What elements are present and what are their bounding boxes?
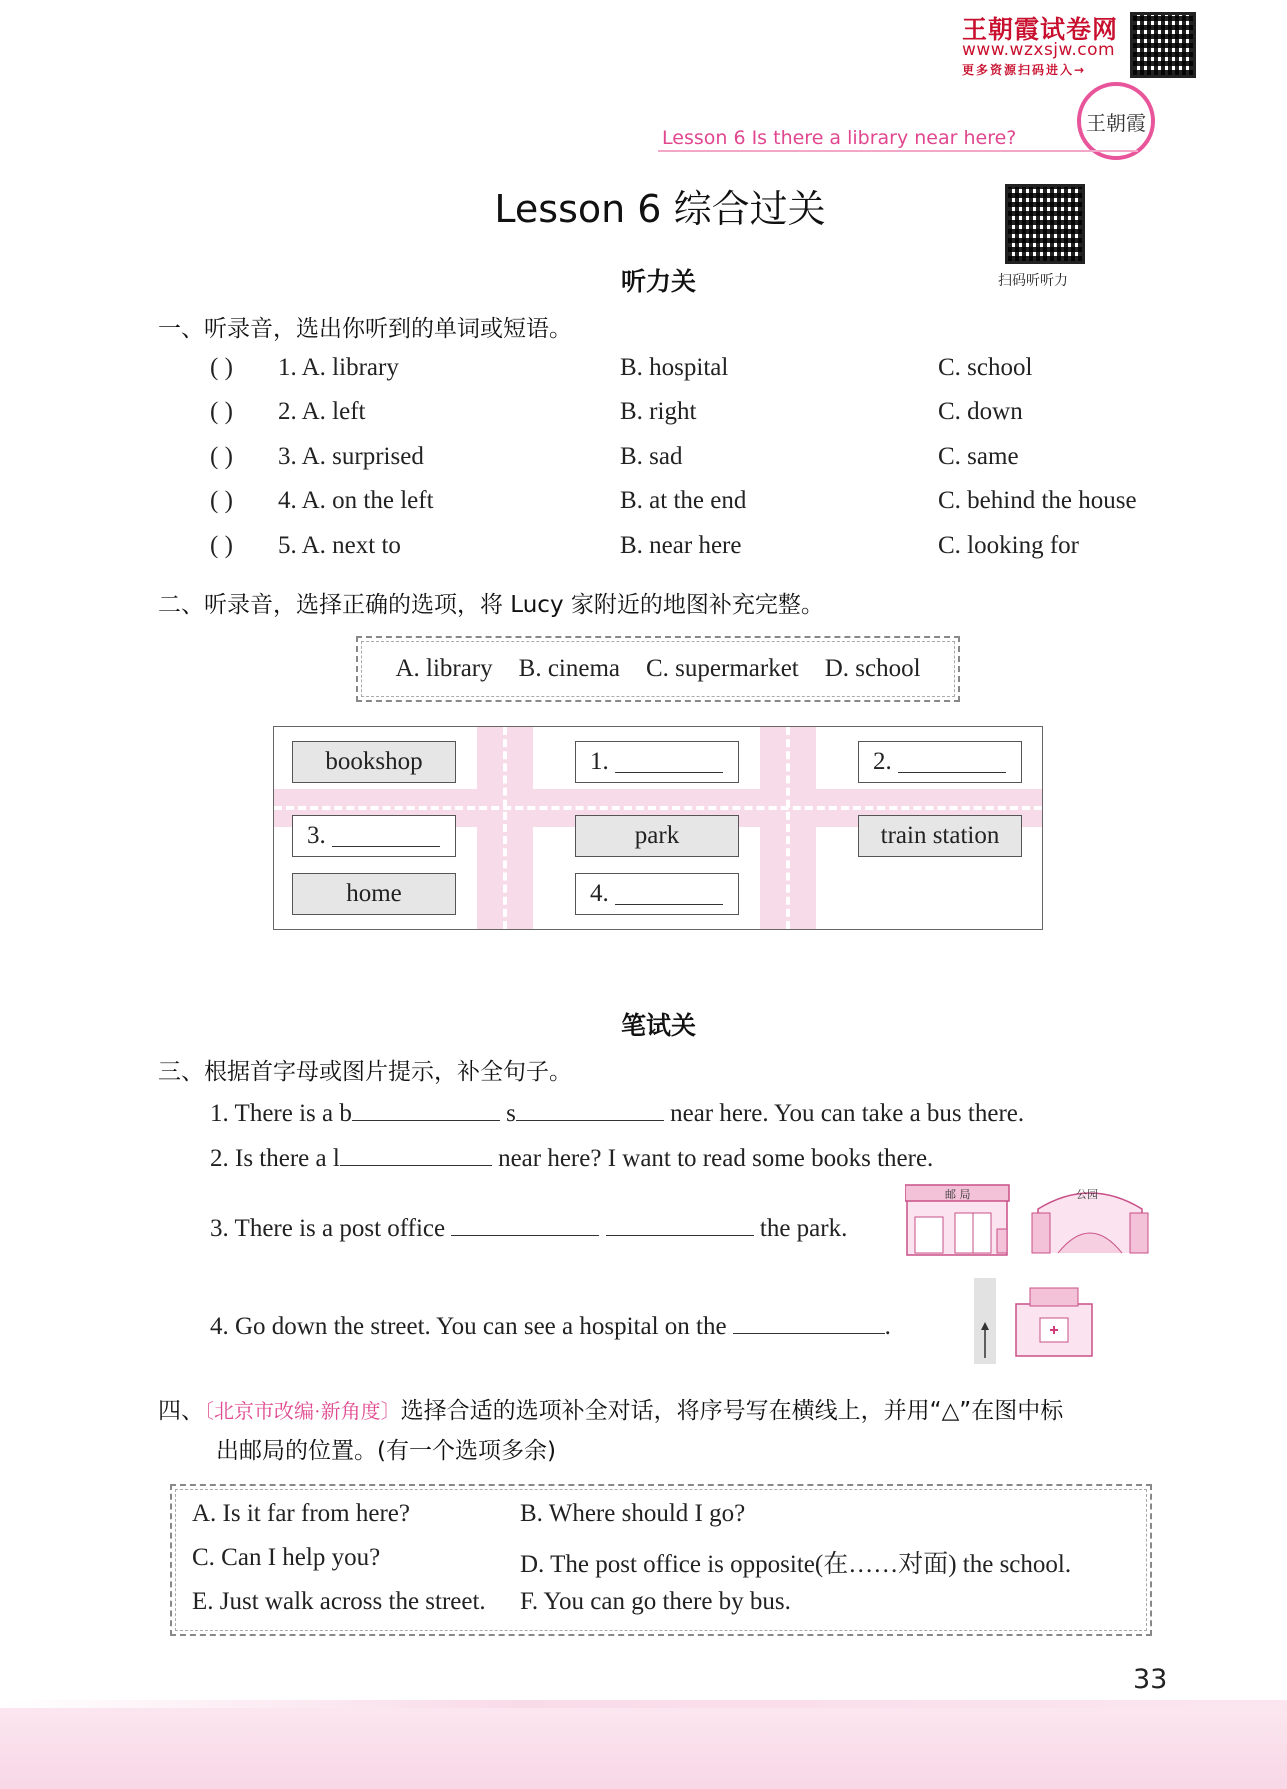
option-b: B. right [620, 398, 697, 425]
option-b: B. at the end [620, 487, 747, 514]
part2-heading: 二、听录音，选择正确的选项，将 Lucy 家附近的地图补充完整。 [158, 592, 824, 618]
sentence-text: 2. Is there a l [210, 1145, 340, 1172]
road-lane-marking [274, 806, 1042, 810]
road-lane-marking [786, 727, 790, 929]
post-office-sign: 邮 局 [945, 1188, 971, 1201]
building-label: home [346, 880, 402, 907]
sentence-text: 4. Go down the street. You can see a hospital on the [210, 1313, 727, 1340]
brand-subtitle: 更多资源扫码进入→ [962, 63, 1087, 77]
brand-url: www.wzxsjw.com [962, 40, 1116, 60]
building-blank-2[interactable] [858, 741, 1022, 783]
option-a: 4. A. on the left [278, 487, 434, 514]
sentence-3 [210, 1211, 847, 1243]
part4-options-box [170, 1484, 1152, 1636]
part1-heading: 一、听录音，选出你听到的单词或短语。 [158, 316, 572, 342]
option-c: C. down [938, 398, 1023, 425]
answer-paren[interactable]: ( ) [210, 398, 233, 425]
building-park [575, 815, 739, 857]
option-b: B. sad [620, 443, 683, 470]
part4-source-tag: 〔北京市改编·新角度〕 [204, 1401, 401, 1423]
sentence-text: 1. There is a b [210, 1100, 352, 1127]
brand-name: 王朝霞试卷网 [962, 15, 1119, 44]
page-title: Lesson 6 综合过关 [494, 187, 826, 231]
answer-line[interactable] [606, 1211, 754, 1236]
listening-heading: 听力关 [620, 267, 696, 296]
option-school: D. school [824, 655, 921, 682]
blank-number: 3. [307, 822, 326, 849]
part4-heading [158, 1392, 1168, 1425]
answer-line[interactable] [332, 826, 440, 847]
option-c: C. Can I help you? [192, 1544, 381, 1571]
option-b: B. Where should I go? [520, 1500, 746, 1527]
option-c: C. school [938, 354, 1033, 381]
part4-heading-line2: 出邮局的位置。(有一个选项多余) [216, 1438, 556, 1464]
qr-code-icon [1130, 12, 1196, 78]
building-blank-1[interactable] [575, 741, 739, 783]
road-lane-marking [503, 727, 507, 929]
option-a: A. Is it far from here? [192, 1500, 410, 1527]
part4-prefix: 四、 [158, 1398, 204, 1424]
option-b: B. near here [620, 532, 742, 559]
sentence-text: . [884, 1313, 891, 1340]
sentence-text: 3. There is a post office [210, 1215, 446, 1242]
answer-line[interactable] [451, 1211, 599, 1236]
option-cinema: B. cinema [518, 655, 620, 682]
option-a: 2. A. left [278, 398, 366, 425]
answer-line[interactable] [516, 1096, 664, 1121]
brand-logo [1077, 82, 1155, 160]
sentence-text: near here. You can take a bus there. [670, 1100, 1025, 1127]
listening-qr-icon [1005, 184, 1085, 264]
answer-line[interactable] [340, 1141, 492, 1166]
option-c: C. same [938, 443, 1019, 470]
part4-instruction: 选择合适的选项补全对话，将序号写在横线上，并用“△”在图中标 [400, 1398, 1064, 1424]
sentence-4 [210, 1309, 891, 1341]
option-c: C. looking for [938, 532, 1079, 559]
logo-text: 王朝霞 [1086, 110, 1146, 135]
lucy-map [273, 726, 1043, 930]
building-train-station [858, 815, 1022, 857]
answer-line[interactable] [615, 752, 723, 773]
answer-paren[interactable]: ( ) [210, 487, 233, 514]
option-supermarket: C. supermarket [646, 655, 799, 682]
blank-number: 1. [590, 748, 609, 775]
answer-line[interactable] [898, 752, 1006, 773]
sentence-2 [210, 1141, 933, 1173]
writing-heading: 笔试关 [620, 1011, 696, 1040]
blank-number: 4. [590, 880, 609, 907]
building-home [292, 873, 456, 915]
option-b: B. hospital [620, 354, 729, 381]
answer-line[interactable] [352, 1096, 500, 1121]
option-f: F. You can go there by bus. [520, 1588, 791, 1615]
option-a: 1. A. library [278, 354, 399, 381]
answer-paren[interactable]: ( ) [210, 443, 233, 470]
park-sign: 公园 [1076, 1188, 1098, 1201]
answer-line[interactable] [615, 884, 723, 905]
sentence-text: the park. [759, 1215, 848, 1242]
street-arrow-image [972, 1278, 998, 1364]
option-e: E. Just walk across the street. [192, 1588, 486, 1615]
answer-paren[interactable]: ( ) [210, 354, 233, 381]
part2-options-box [356, 636, 960, 702]
building-blank-3[interactable] [292, 815, 456, 857]
page-number: 33 [1133, 1664, 1168, 1695]
building-label: train station [880, 822, 1000, 849]
sentence-text: s [506, 1100, 516, 1127]
qr-caption: 扫码听听力 [998, 273, 1068, 289]
building-label: bookshop [325, 748, 423, 775]
part3-heading: 三、根据首字母或图片提示，补全句子。 [158, 1059, 572, 1085]
building-blank-4[interactable] [575, 873, 739, 915]
option-d: D. The post office is opposite(在……对面) the school. [520, 1551, 1072, 1578]
option-a: 5. A. next to [278, 532, 401, 559]
sentence-1 [210, 1096, 1024, 1128]
sentence-text: near here? I want to read some books there. [498, 1145, 934, 1172]
running-head-rule [658, 150, 1138, 152]
footer-band [0, 1708, 1287, 1789]
building-bookshop [292, 741, 456, 783]
blank-number: 2. [873, 748, 892, 775]
option-a: 3. A. surprised [278, 443, 424, 470]
answer-paren[interactable]: ( ) [210, 532, 233, 559]
answer-line[interactable] [733, 1309, 885, 1334]
running-head: Lesson 6 Is there a library near here? [662, 127, 1017, 149]
building-label: park [634, 822, 680, 849]
option-library: A. library [395, 655, 493, 682]
hospital-image [1010, 1284, 1098, 1360]
option-c: C. behind the house [938, 487, 1137, 514]
